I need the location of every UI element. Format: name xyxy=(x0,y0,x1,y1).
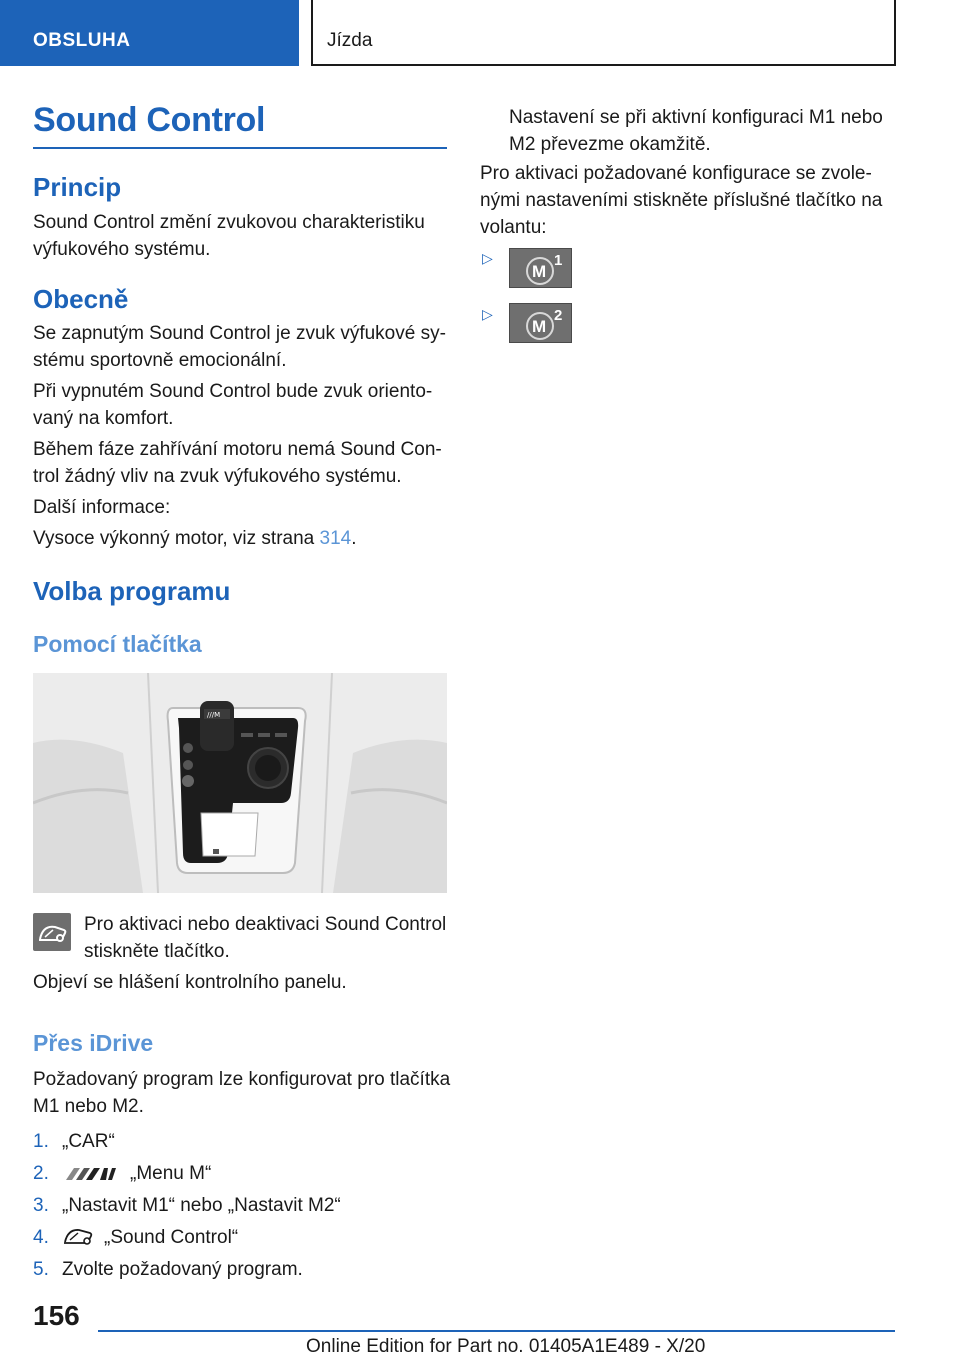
page-number: 156 xyxy=(33,1300,80,1331)
idrive-line-2: M1 nebo M2. xyxy=(33,1096,144,1117)
obecne-p3-line-1: Během fáze zahřívání motoru nemá Sound Con- xyxy=(33,439,442,460)
section-label: OBSLUHA xyxy=(33,30,131,51)
svg-text:M: M xyxy=(532,262,547,281)
step-text: „Nastavit M1“ nebo „Nastavit M2“ xyxy=(62,1195,341,1216)
step-number: 4. xyxy=(33,1227,49,1248)
idrive-line-1: Požadovaný program lze konfigurovat pro tlačítka xyxy=(33,1069,451,1090)
right-line-5: volantu: xyxy=(480,217,547,238)
center-console-photo xyxy=(33,673,447,893)
right-line-1: Nastavení se při aktivní konfiguraci M1 nebo xyxy=(509,107,883,128)
control-panel-message: Objeví se hlášení kontrolního panelu. xyxy=(33,972,347,993)
step-number: 2. xyxy=(33,1163,49,1184)
svg-text:M: M xyxy=(532,317,547,336)
m1-icon xyxy=(510,249,573,289)
m-stripes-icon xyxy=(62,1167,116,1181)
sound-control-button-icon xyxy=(33,913,71,951)
edition-note: Online Edition for Part no. 01405A1E489 - X/20 xyxy=(306,1336,706,1357)
princip-line-2: výfukového systému. xyxy=(33,239,211,260)
step-number: 3. xyxy=(33,1195,49,1216)
step-text: Zvolte požadovaný program. xyxy=(62,1259,303,1280)
bullet-triangle-icon: ▷ xyxy=(482,250,493,266)
step-text: „Sound Control“ xyxy=(104,1227,239,1248)
sound-control-icon xyxy=(33,913,71,951)
right-line-3: Pro aktivaci požadované konfigurace se zvole- xyxy=(480,163,872,184)
bullet-triangle-icon: ▷ xyxy=(482,306,493,322)
title-rule xyxy=(33,147,447,149)
m2-button-icon xyxy=(509,303,572,343)
chapter-tab xyxy=(311,0,896,66)
cross-ref-suffix: . xyxy=(351,528,357,549)
obecne-p2-line-2: vaný na komfort. xyxy=(33,408,174,429)
obecne-p2-line-1: Při vypnutém Sound Control bude zvuk oriento- xyxy=(33,381,433,402)
step-number: 1. xyxy=(33,1131,49,1152)
obecne-p4: Další informace: xyxy=(33,497,171,518)
section-tab xyxy=(0,0,299,66)
heading-volba: Volba programu xyxy=(33,576,231,606)
heading-pomoci-tlacitka: Pomocí tlačítka xyxy=(33,631,202,657)
princip-line-1: Sound Control změní zvukovou charakteristiku xyxy=(33,212,425,233)
step-text: „CAR“ xyxy=(62,1131,115,1152)
obecne-p3-line-2: trol žádný vliv na zvuk výfukového systému. xyxy=(33,466,402,487)
heading-pres-idrive: Přes iDrive xyxy=(33,1030,154,1056)
footer-rule xyxy=(98,1330,895,1332)
m2-icon xyxy=(510,304,573,344)
obecne-p5 xyxy=(33,525,357,552)
obecne-p1-line-1: Se zapnutým Sound Control je zvuk výfukové sy- xyxy=(33,323,446,344)
heading-obecne: Obecně xyxy=(33,284,129,314)
heading-princip: Princip xyxy=(33,172,122,202)
m1-button-icon xyxy=(509,248,572,288)
chapter-label: Jízda xyxy=(327,30,373,51)
step-text: „Menu M“ xyxy=(130,1163,212,1184)
obecne-p1-line-2: stému sportovně emocionální. xyxy=(33,350,287,371)
button-instruction-line-2: stiskněte tlačítko. xyxy=(84,941,230,962)
cross-ref-text: Vysoce výkonný motor, viz strana xyxy=(33,528,320,549)
m1-label: 1 xyxy=(554,252,563,269)
m2-label: 2 xyxy=(554,307,563,324)
sound-control-icon xyxy=(62,1224,98,1246)
right-line-2: M2 převezme okamžitě. xyxy=(509,134,711,155)
right-line-4: nými nastaveními stiskněte příslušné tlačítko na xyxy=(480,190,883,211)
page-link-314[interactable]: 314 xyxy=(319,528,352,549)
button-instruction-line-1: Pro aktivaci nebo deaktivaci Sound Control xyxy=(84,914,447,935)
step-number: 5. xyxy=(33,1259,49,1280)
page-title: Sound Control xyxy=(33,101,266,139)
svg-text:///M: ///M xyxy=(207,711,221,719)
console-illustration xyxy=(33,673,447,893)
